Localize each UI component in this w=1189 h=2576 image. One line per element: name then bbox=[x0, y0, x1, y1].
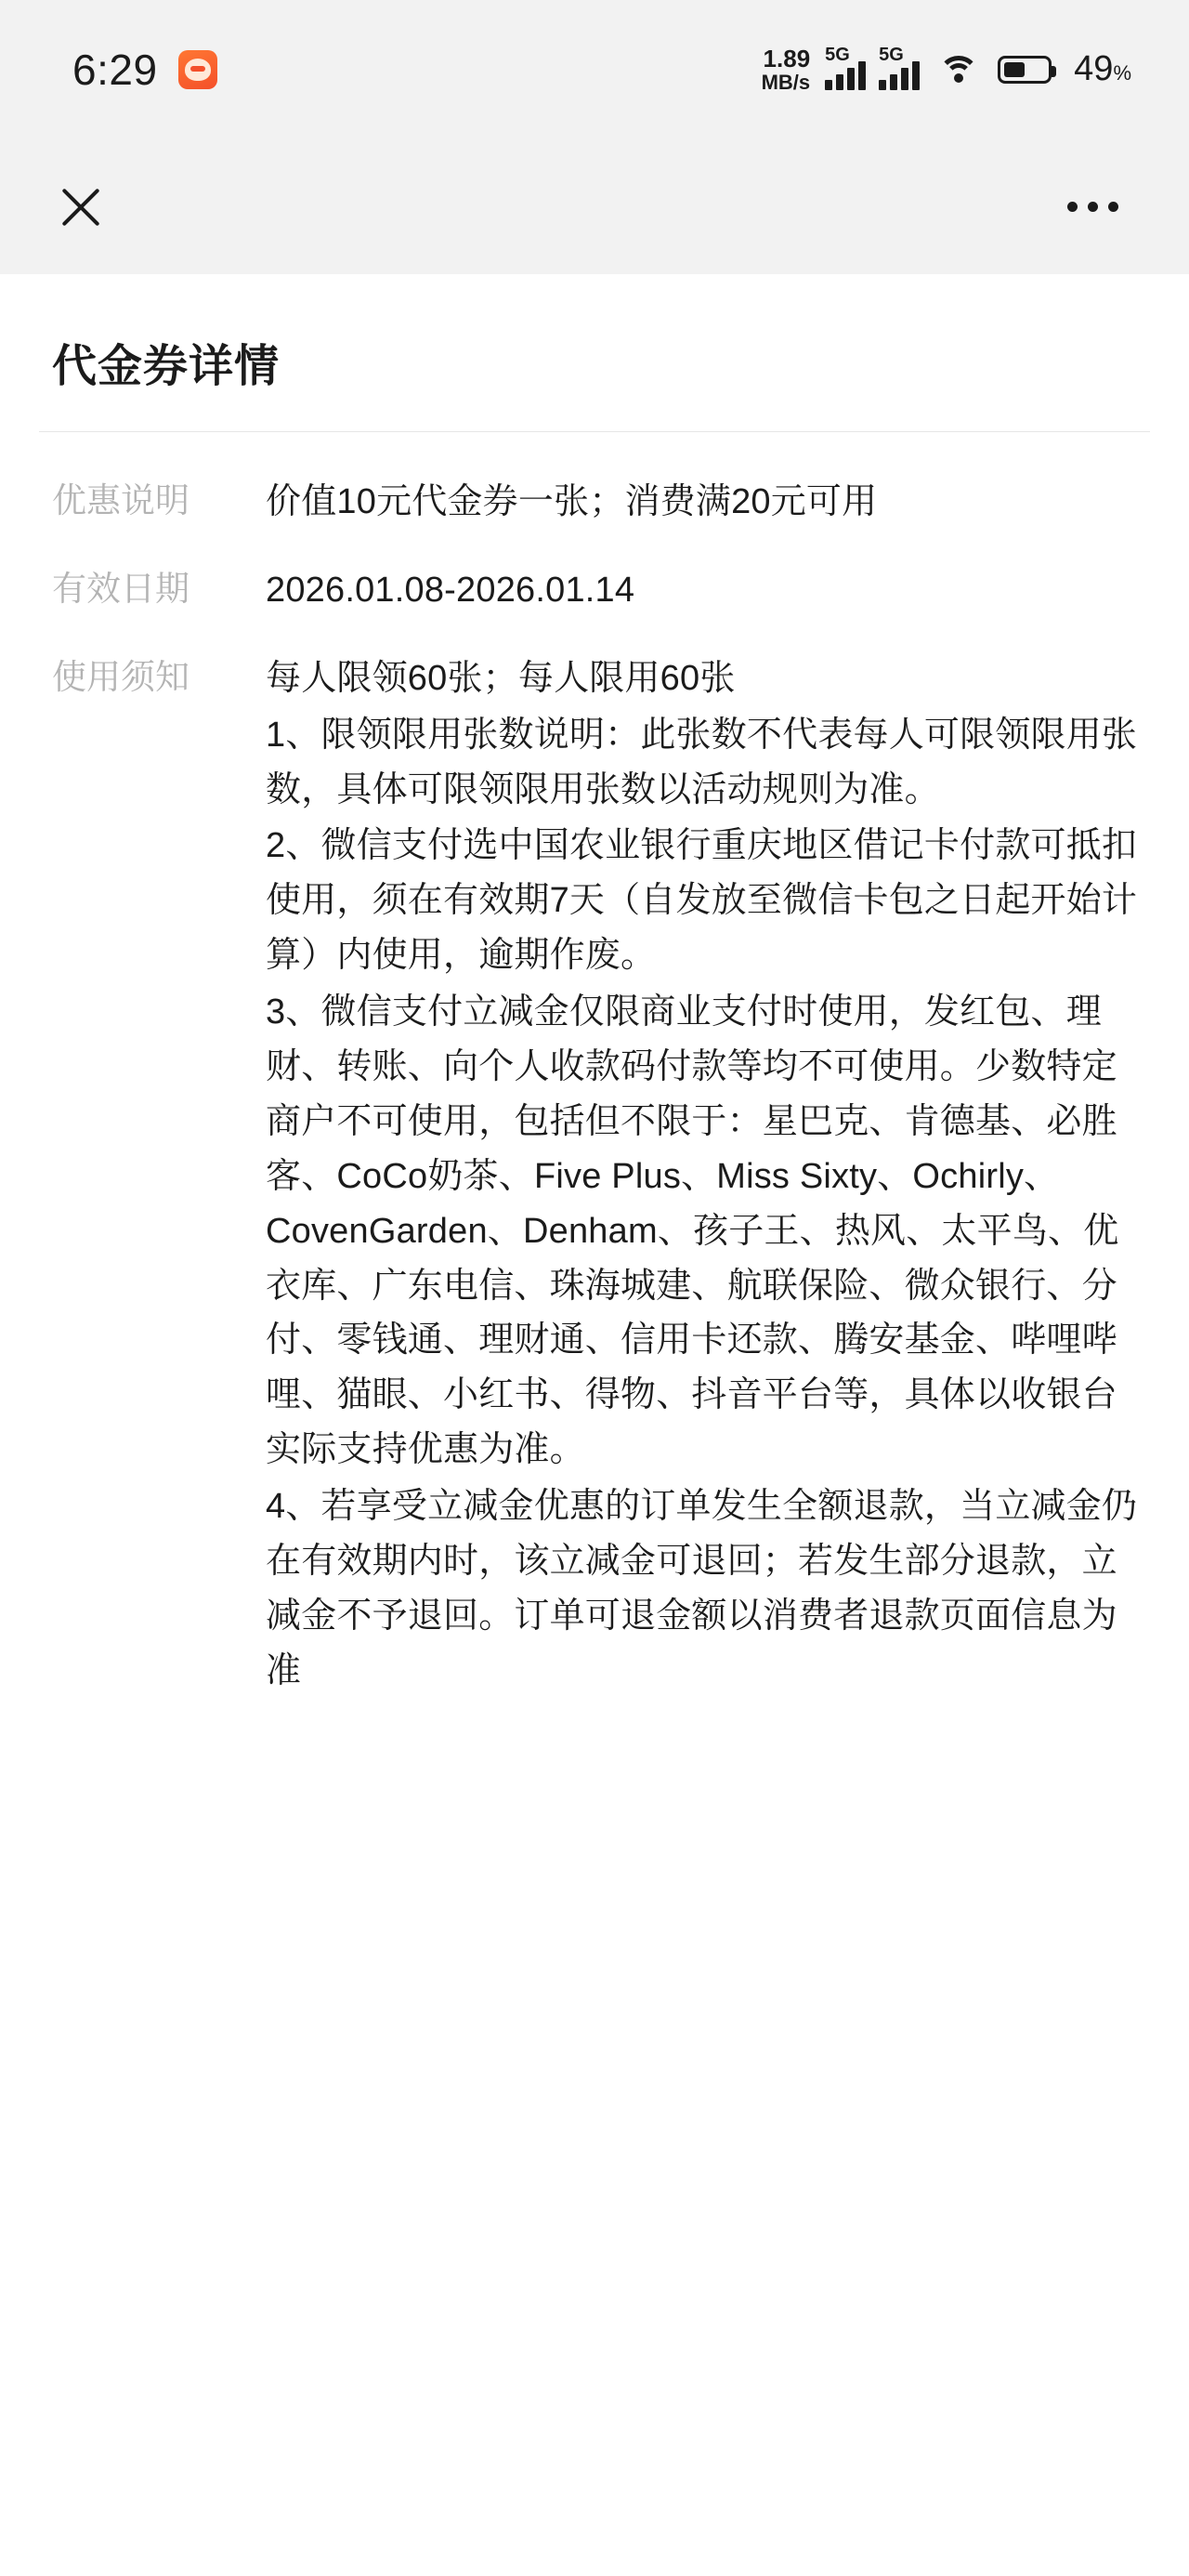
network-speed-value: 1.89 bbox=[763, 44, 811, 72]
page-title: 代金券详情 bbox=[52, 342, 281, 391]
detail-row-valid-date bbox=[39, 546, 1150, 635]
network-speed-unit: MB/s bbox=[761, 71, 811, 95]
battery-icon bbox=[998, 56, 1052, 84]
battery-percent-symbol: % bbox=[1113, 61, 1131, 85]
row-label: 有效日期 bbox=[52, 569, 189, 608]
voucher-detail-content bbox=[0, 274, 1189, 1715]
network-speed bbox=[762, 46, 811, 93]
wifi-icon bbox=[938, 54, 979, 85]
status-bar-left bbox=[72, 45, 217, 95]
more-options-icon[interactable] bbox=[1064, 187, 1122, 227]
notice-line: 4、若享受立减金优惠的订单发生全额退款，当立减金仍在有效期内时，该立减金可退回；若发生部分退款，立减金不予退回。订单可退金额以消费者退款页面信息为准 bbox=[266, 1487, 1138, 1690]
notice-line: 2、微信支付选中国农业银行重庆地区借记卡付款可抵扣使用，须在有效期7天（自发放至微信卡包之日起开始计算）内使用，逾期作废。 bbox=[266, 826, 1138, 976]
signal-sim2-icon bbox=[879, 45, 920, 90]
row-label: 优惠说明 bbox=[52, 481, 189, 519]
detail-row-discount-description bbox=[39, 458, 1150, 546]
signal-sim1-icon bbox=[825, 45, 866, 90]
navigation-bar bbox=[0, 139, 1189, 274]
app-badge-icon bbox=[178, 50, 217, 89]
row-label: 使用须知 bbox=[52, 657, 189, 696]
sim2-network-label: 5G bbox=[879, 45, 904, 66]
battery-percent: 49% bbox=[1074, 49, 1131, 89]
status-time: 6:29 bbox=[72, 46, 158, 94]
row-value: 2026.01.08-2026.01.14 bbox=[266, 570, 635, 610]
close-icon[interactable] bbox=[48, 175, 113, 240]
row-value: 价值10元代金券一张；消费满20元可用 bbox=[266, 482, 878, 521]
status-bar bbox=[0, 0, 1189, 139]
detail-row-usage-notice bbox=[39, 635, 1150, 1715]
detail-rows bbox=[39, 432, 1150, 1715]
notice-line: 3、微信支付立减金仅限商业支付时使用，发红包、理财、转账、向个人收款码付款等均不可使用。少数特定商户不可使用，包括但不限于：星巴克、肯德基、必胜客、CoCo奶茶、Five Plus、Miss Sixty、Ochirly、CovenGarden、Denham、孩子王、热风、太平鸟、优衣库、广东电信、珠海城建、航联保险、微众银行、分付、零钱通、理财通、信用卡还款、腾安基金、哔哩哔哩、猫眼、小红书、得物、抖音平台等，具体以收银台实际支持优惠为准。 bbox=[266, 992, 1119, 1470]
usage-notice-text bbox=[266, 651, 1150, 1699]
status-bar-right bbox=[762, 46, 1131, 93]
notice-line: 每人限领60张；每人限用60张 bbox=[266, 658, 736, 698]
sim1-network-label: 5G bbox=[825, 45, 850, 66]
notice-line: 1、限领限用张数说明：此张数不代表每人可限领限用张数，具体可限领限用张数以活动规则为准。 bbox=[266, 715, 1138, 809]
